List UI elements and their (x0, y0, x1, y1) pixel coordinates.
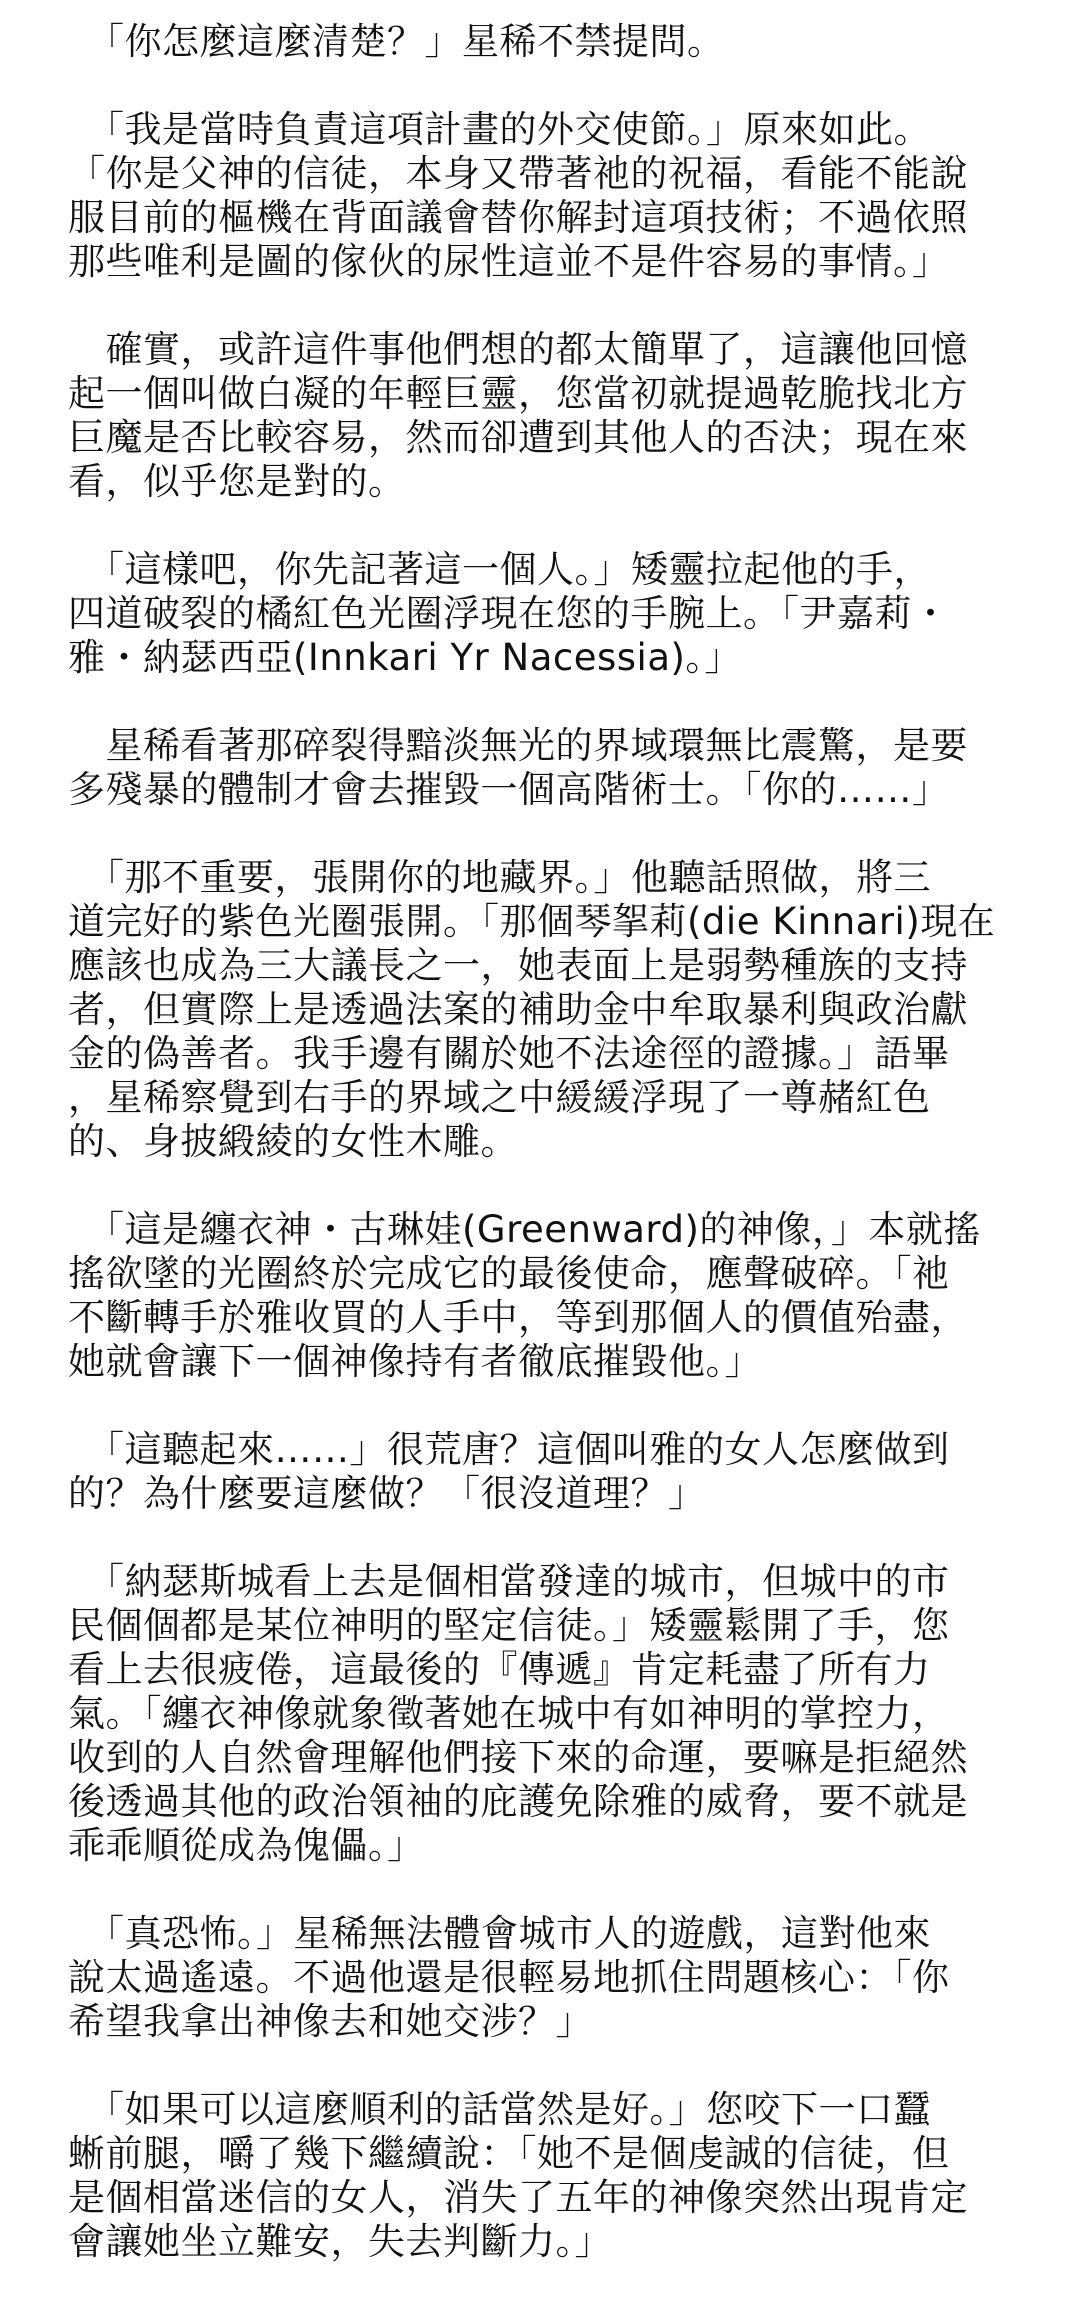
text-line: 搖欲墜的光圈終於完成它的最後使命，應聲破碎。「祂 (68, 1252, 950, 1295)
text-line: 乖乖順從成為傀儡。」 (68, 1824, 425, 1867)
text-line: 會讓她坐立難安，失去判斷力。」 (68, 2220, 612, 2263)
paragraph-6 (68, 856, 1028, 1164)
paragraph-9 (68, 1560, 1028, 1868)
text-line: 的、身披緞綾的女性木雕。 (68, 1120, 518, 1163)
text-line: 應該也成為三大議長之一，她表面上是弱勢種族的支持 (68, 944, 968, 987)
text-line: 不斷轉手於雅收買的人手中，等到那個人的價值殆盡， (68, 1296, 968, 1339)
text-line: 她就會讓下一個神像持有者徹底摧毀他。」 (68, 1340, 762, 1383)
text-line: 看，似乎您是對的。 (68, 460, 406, 503)
text-line: 雅・納瑟西亞(Innkari Yr Nacessia)。」 (68, 636, 742, 679)
paragraph-4 (68, 548, 1028, 680)
text-line: 「這是纏衣神・古琳娃(Greenward)的神像，」本就搖 (68, 1208, 981, 1251)
text-line: 金的偽善者。我手邊有關於她不法途徑的證據。」語畢 (68, 1032, 950, 1075)
text-line: 四道破裂的橘紅色光圈浮現在您的手腕上。「尹嘉莉・ (68, 592, 950, 635)
paragraph-8 (68, 1428, 1028, 1516)
text-line: 「這聽起來……」很荒唐？這個叫雅的女人怎麼做到 (68, 1428, 950, 1471)
text-line: 者，但實際上是透過法案的補助金中牟取暴利與政治獻 (68, 988, 968, 1031)
text-line: 道完好的紫色光圈張開。「那個琴挐莉(die Kinnari)現在 (68, 900, 996, 943)
paragraph-7 (68, 1208, 1028, 1384)
paragraph-5 (68, 724, 1028, 812)
text-line: 「真恐怖。」星稀無法體會城市人的遊戲，這對他來 (68, 1912, 931, 1955)
text-line: 看上去很疲倦，這最後的『傳遞』肯定耗盡了所有力 (68, 1648, 931, 1691)
paragraph-1 (68, 20, 1028, 64)
text-line: 巨魔是否比較容易，然而卻遭到其他人的否決；現在來 (68, 416, 968, 459)
text-line: 「我是當時負責這項計畫的外交使節。」原來如此。 (68, 108, 931, 151)
text-line: 服目前的樞機在背面議會替你解封這項技術；不過依照 (68, 196, 968, 239)
text-line: 蜥前腿，嚼了幾下繼續說：「她不是個虔誠的信徒，但 (68, 2132, 950, 2175)
paragraph-2 (68, 108, 1028, 284)
text-line: 起一個叫做白凝的年輕巨靈，您當初就提過乾脆找北方 (68, 372, 968, 415)
text-line: 「你怎麼這麼清楚？」星稀不禁提問。 (68, 20, 725, 63)
text-line: 後透過其他的政治領袖的庇護免除雅的威脅，要不就是 (68, 1780, 968, 1823)
text-line: 收到的人自然會理解他們接下來的命運，要嘛是拒絕然 (68, 1736, 968, 1779)
text-line: 的？為什麼要這麼做？「很沒道理？」 (68, 1472, 706, 1515)
paragraph-3 (68, 328, 1028, 504)
text-line: 「那不重要，張開你的地藏界。」他聽話照做，將三 (68, 856, 931, 899)
text-line: 民個個都是某位神明的堅定信徒。」矮靈鬆開了手，您 (68, 1604, 950, 1647)
text-line: 確實，或許這件事他們想的都太簡單了，這讓他回憶 (68, 328, 968, 371)
text-line: ，星稀察覺到右手的界域之中緩緩浮現了一尊赭紅色 (68, 1076, 931, 1119)
text-line: 星稀看著那碎裂得黯淡無光的界域環無比震驚，是要 (68, 724, 968, 767)
text-line: 「你是父神的信徒，本身又帶著祂的祝福，看能不能說 (68, 152, 968, 195)
document-body (68, 20, 1028, 2308)
text-line: 希望我拿出神像去和她交涉？」 (68, 2000, 593, 2043)
paragraph-11 (68, 2088, 1028, 2264)
text-line: 多殘暴的體制才會去摧毀一個高階術士。「你的……」 (68, 768, 950, 811)
text-line: 那些唯利是圖的傢伙的尿性這並不是件容易的事情。」 (68, 240, 950, 283)
text-line: 「納瑟斯城看上去是個相當發達的城市，但城中的市 (68, 1560, 950, 1603)
text-line: 「這樣吧，你先記著這一個人。」矮靈拉起他的手， (68, 548, 931, 591)
text-line: 是個相當迷信的女人，消失了五年的神像突然出現肯定 (68, 2176, 968, 2219)
text-line: 「如果可以這麼順利的話當然是好。」您咬下一口蠶 (68, 2088, 931, 2131)
text-line: 氣。「纏衣神像就象徵著她在城中有如神明的掌控力， (68, 1692, 950, 1735)
text-line: 說太過遙遠。不過他還是很輕易地抓住問題核心：「你 (68, 1956, 950, 1999)
paragraph-10 (68, 1912, 1028, 2044)
